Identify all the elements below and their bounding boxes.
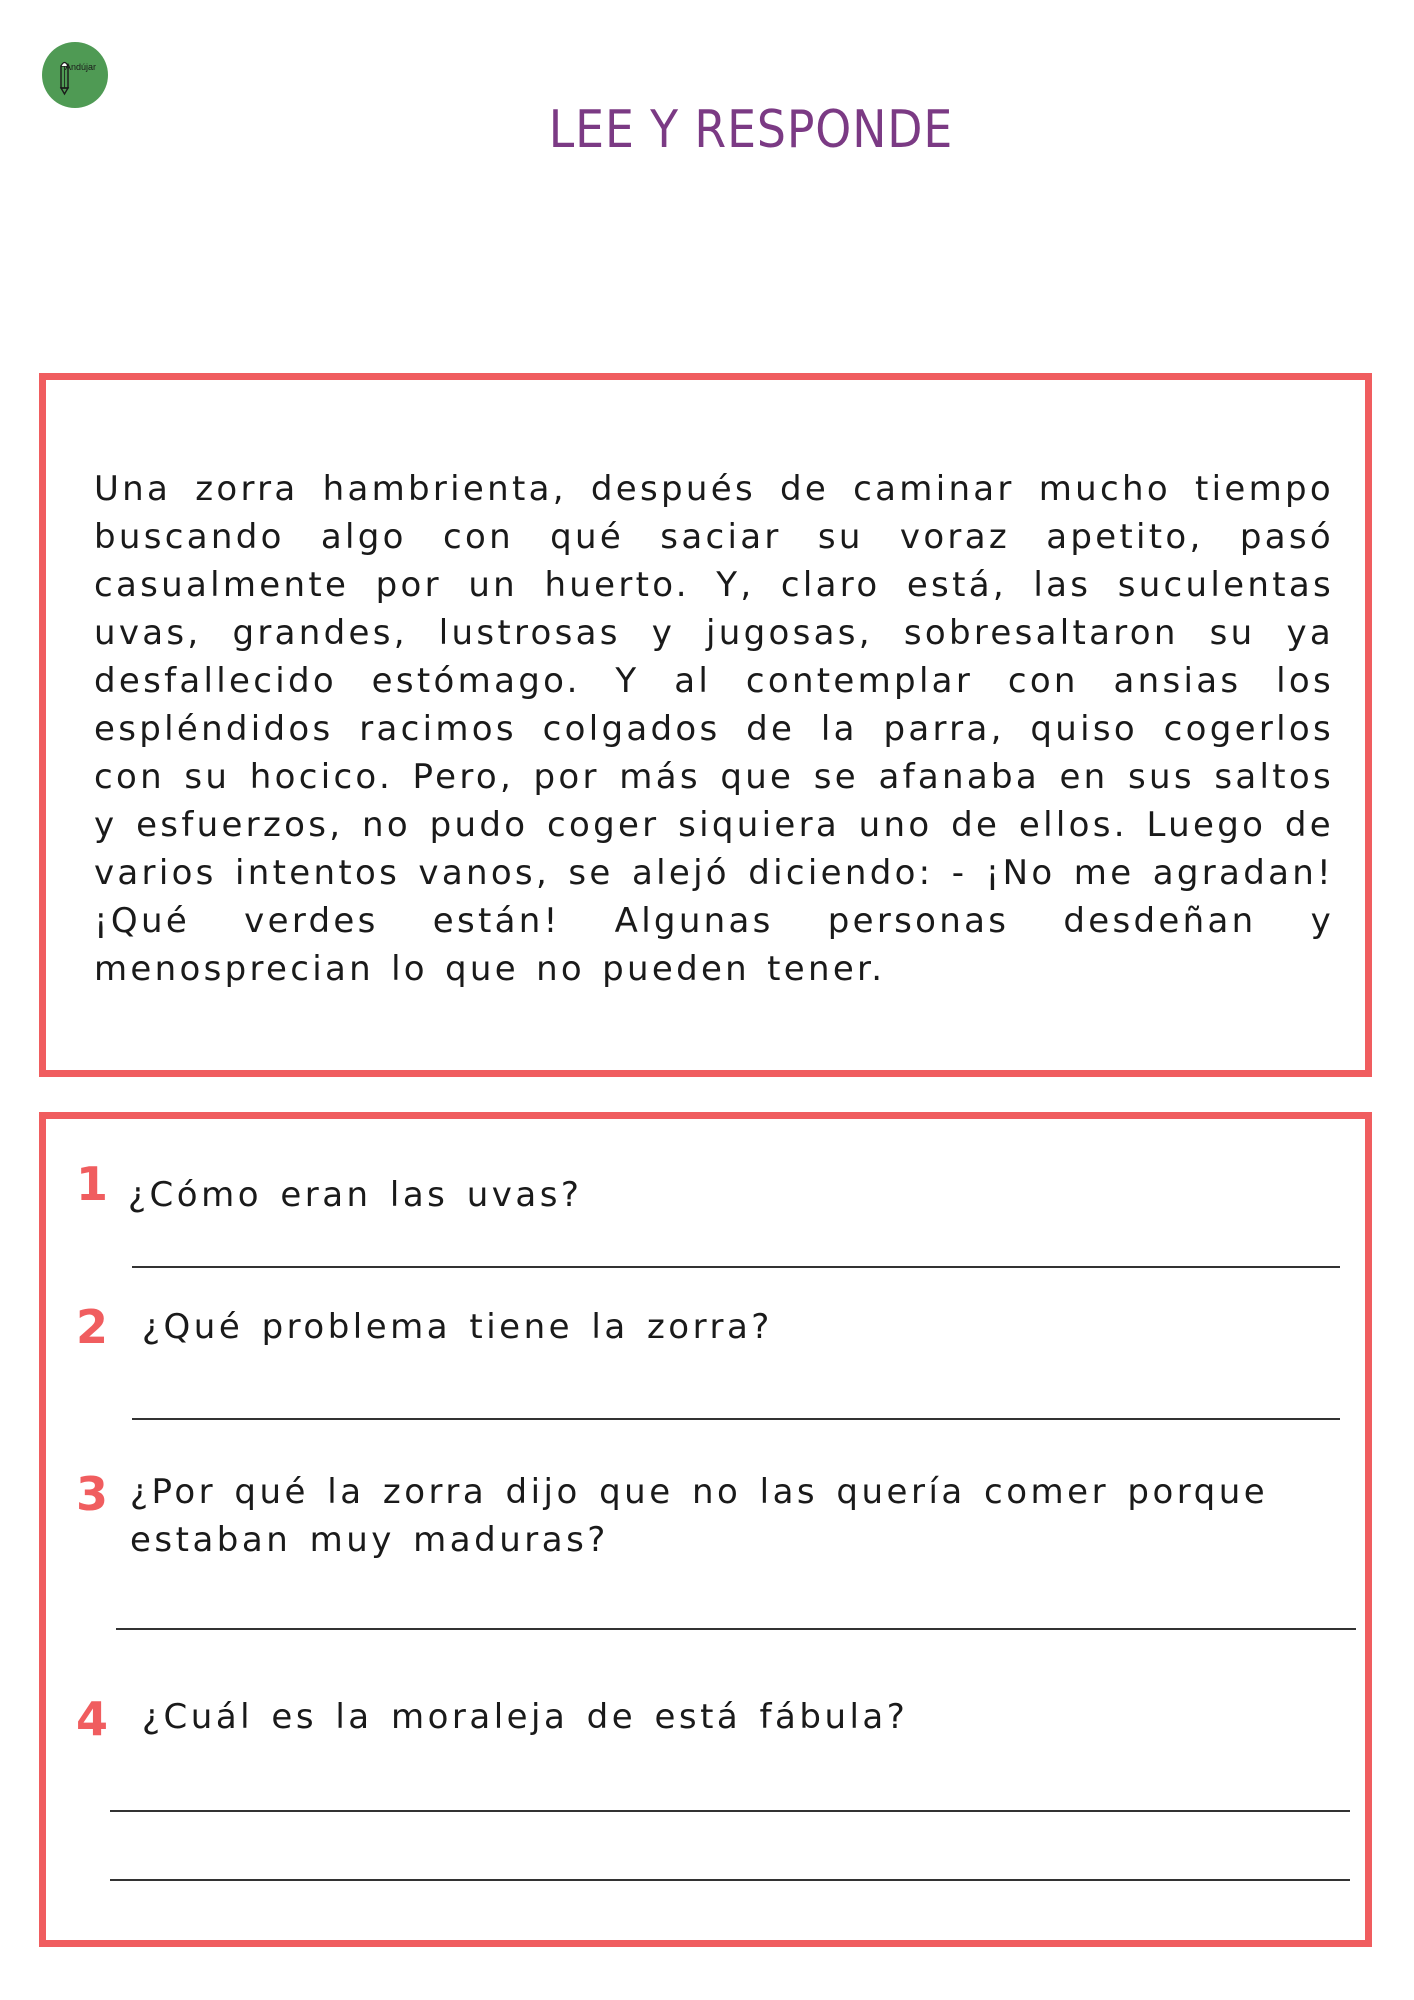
answer-line-2[interactable] xyxy=(132,1418,1340,1420)
question-1-number: 1 xyxy=(76,1157,109,1211)
answer-line-4b[interactable] xyxy=(110,1879,1350,1881)
question-2-number: 2 xyxy=(76,1300,109,1354)
question-1-text: ¿Cómo eran las uvas? xyxy=(128,1175,583,1215)
questions-box xyxy=(39,1112,1372,1947)
logo-text: Andújar xyxy=(65,62,97,72)
school-logo xyxy=(42,42,108,108)
question-3-text: ¿Por qué la zorra dijo que no las quería comer porque estaban muy maduras? xyxy=(130,1472,1269,1560)
answer-line-4a[interactable] xyxy=(110,1810,1350,1812)
story-text: Una zorra hambrienta, después de caminar mucho tiempo buscando algo con qué saciar su voraz apetito, pasó casualmente por un huerto. Y, claro está, las suculentas uvas, grandes, lustrosas y jugosas, sobresaltaron su ya desfallecido estómago. Y al contemplar con ansias los espléndidos racimos colgados de la parra, quiso cogerlos con su hocico. Pero, por más que se afanaba en sus saltos y esfuerzos, no pudo coger siquiera uno de ellos. Luego de varios intentos vanos, se alejó diciendo: - ¡No me agradan! ¡Qué verdes están! Algunas personas desdeñan y menosprecian lo que no pueden tener. xyxy=(94,469,1334,989)
answer-line-3[interactable] xyxy=(116,1628,1356,1630)
answer-line-1[interactable] xyxy=(132,1266,1340,1268)
question-3-number: 3 xyxy=(76,1467,109,1521)
story-box xyxy=(39,373,1372,1077)
logo-graphic xyxy=(42,42,108,108)
question-2-text: ¿Qué problema tiene la zorra? xyxy=(142,1307,773,1347)
page-title: LEE Y RESPONDE xyxy=(548,100,954,160)
question-4-number: 4 xyxy=(76,1692,109,1746)
question-4-text: ¿Cuál es la moraleja de está fábula? xyxy=(142,1697,909,1737)
